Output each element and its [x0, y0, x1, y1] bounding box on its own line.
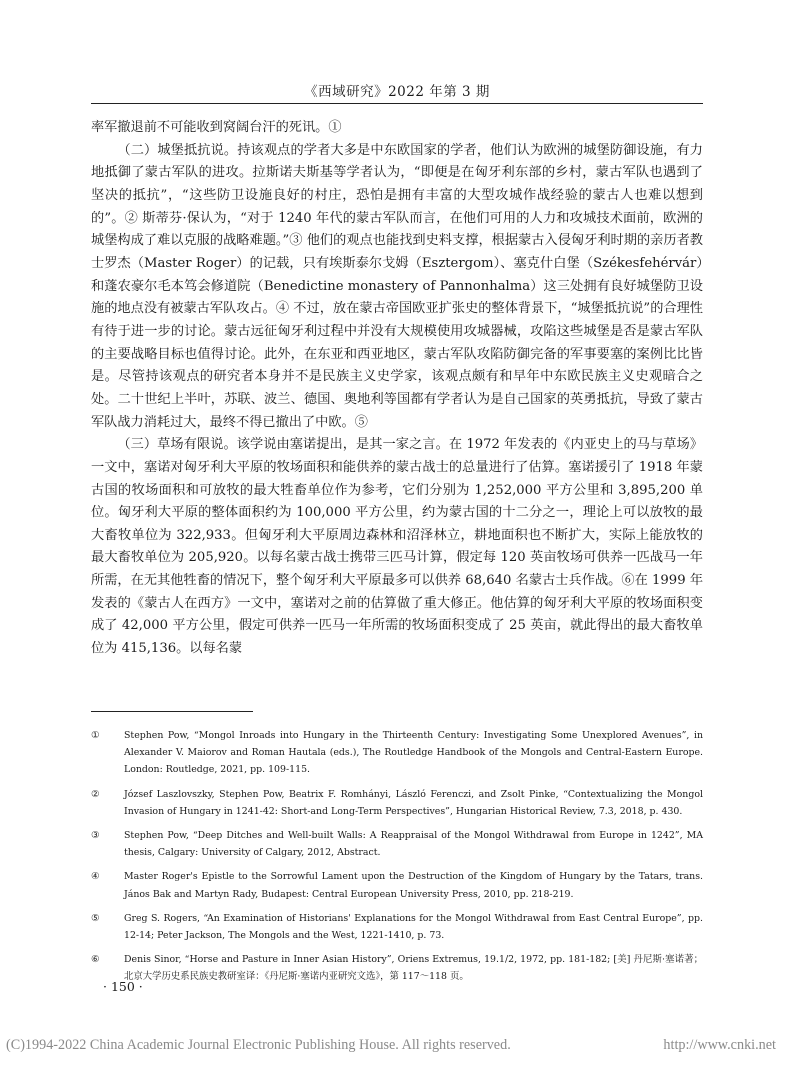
footnote-number: ③: [91, 830, 100, 842]
footnote-item: [91, 868, 703, 902]
footnote-text: Stephen Pow, “Deep Ditches and Well-built Walls: A Reappraisal of the Mongol Withdrawal from Europe in 1242”, MA thesis, Calgary: University of Calgary, 2012, Abstract.: [124, 830, 703, 859]
body-paragraph: 率军撤退前不可能收到窝阔台汗的死讯。①: [91, 120, 342, 135]
footnote-item: [91, 827, 703, 861]
copyright-footer: [6, 1037, 776, 1054]
journal-running-header: 《西域研究》2022 年第 3 期: [304, 84, 490, 100]
footnote-text: Greg S. Rogers, “An Examination of Historians' Explanations for the Mongol Withdrawal from East Central Europe”, pp. 12-14; Peter Jackson, The Mongols and the West, 1221-1410, p. 73.: [124, 912, 703, 942]
cnki-url: http://www.cnki.net: [663, 1037, 776, 1053]
article-body: [91, 117, 703, 661]
footnote-item: [91, 910, 703, 944]
body-paragraph: （二）城堡抵抗说。持该观点的学者大多是中东欧国家的学者，他们认为欧洲的城堡防御设施，有力地抵御了蒙古军队的进攻。拉斯诺夫斯基等学者认为，“即便是在匈牙利东部的乡村，蒙古军队也遇到了坚决的抵抗”，“这些防卫设施良好的村庄，恐怕是拥有丰富的大型攻城作战经验的蒙古人也难以想到的”。② 斯蒂芬·保认为，“对于 1240 年代的蒙古军队而言，在他们可用的人力和攻城技术面前，欧洲的城堡构成了难以克服的战略难题。”③ 他们的观点也能找到史料支撑，根据蒙古入侵匈牙利时期的亲历者教士罗杰（Master Roger）的记载，只有埃斯泰尔戈姆（Esztergom）、塞克什白堡（Székesfehérvár）和蓬农豪尔毛本笃会修道院（Benedictine monastery of Pannonhalma）这三处拥有良好城堡防卫设施的地点没有被蒙古军队攻占。④ 不过，放在蒙古帝国欧亚扩张史的整体背景下，“城堡抵抗说”的合理性有待于进一步的讨论。蒙古远征匈牙利过程中并没有大规模使用攻城器械，攻陷这些城堡是否是蒙古军队的主要战略目标也值得讨论。此外，在东亚和西亚地区，蒙古军队攻陷防御完备的军事要塞的案例比比皆是。尽管持该观点的研究者本身并不是民族主义史学家，该观点颇有和早年中东欧民族主义史观暗合之处。二十世纪上半叶，苏联、波兰、德国、奥地利等国都有学者认为是自己国家的英勇抵抗，导致了蒙古军队战力消耗过大，最终不得已撤出了中欧。⑤: [91, 142, 703, 430]
footnote-number: ⑤: [91, 912, 100, 924]
copyright-notice: (C)1994-2022 China Academic Journal Electronic Publishing House. All rights reserved.: [6, 1037, 511, 1053]
footnote-item: [91, 786, 703, 820]
footnote-text: Denis Sinor, “Horse and Pasture in Inner Asian History”, Oriens Extremus, 19.1/2, 1972, pp. 181-182; [美] 丹尼斯·塞诺著；北京大学历史系民族史教研室译：《丹尼斯·塞诺内亚研究文选》，第 117～118 页。: [124, 954, 703, 983]
footnote-number: ①: [91, 730, 100, 741]
page-number: · 150 ·: [103, 979, 143, 994]
footnote-number: ④: [91, 871, 100, 883]
footnote-rule: [91, 711, 253, 712]
footnote-text: Master Roger's Epistle to the Sorrowful Lament upon the Destruction of the Kingdom of Hungary by the Tatars, trans. János Bak and Martyn Rady, Budapest: Central European University Press, 2010, pp. 218-219.: [124, 871, 703, 900]
footnote-item: [91, 727, 703, 779]
footnote-text: József Laszlovszky, Stephen Pow, Beatrix F. Romhányi, László Ferenczi, and Zsolt Pinke, “Contextualizing the Mongol Invasion of Hungary in 1241-42: Short-and Long-Term Perspectives”, Hungarian Historical Review, 7.3, 2018, p. 430.: [124, 788, 703, 817]
footnote-number: ②: [91, 788, 100, 800]
footnote-item: [91, 951, 703, 985]
header-rule: [91, 103, 703, 104]
footnote-text: Stephen Pow, “Mongol Inroads into Hungary in the Thirteenth Century: Investigating Some Unexplored Avenues”, in Alexander V. Maiorov and Roman Hautala (eds.), The Routledge Handbook of the Mongols and Central-Eastern Europe. London: Routledge, 2021, pp. 109-115.: [124, 730, 703, 776]
body-paragraph: （三）草场有限说。该学说由塞诺提出，是其一家之言。在 1972 年发表的《内亚史上的马与草场》一文中，塞诺对匈牙利大平原的牧场面积和能供养的蒙古战士的总量进行了估算。塞诺援引了 1918 年蒙古国的牧场面积和可放牧的最大牲畜单位作为参考，它们分别为 1,252,000 平方公里和 3,895,200 单位。匈牙利大平原的整体面积约为 100,000 平方公里，约为蒙古国的十二分之一，理论上可以放牧的最大畜牧单位为 322,933。但匈牙利大平原周边森林和沼泽林立，耕地面积也不断扩大，实际上能放牧的最大畜牧单位为 205,920。以每名蒙古战士携带三匹马计算，假定每 120 英亩牧场可供养一匹战马一年所需，在无其他牲畜的情况下，整个匈牙利大平原最多可以供养 68,640 名蒙古士兵作战。⑥在 1999 年发表的《蒙古人在西方》一文中，塞诺对之前的估算做了重大修正。他估算的匈牙利大平原的牧场面积变成了 42,000 平方公里，假定可供养一匹马一年所需的牧场面积变成了 25 英亩，就此得出的最大畜牧单位为 415,136。以每名蒙: [91, 437, 703, 657]
footnote-number: ⑥: [91, 954, 100, 966]
footnotes: [91, 727, 703, 993]
